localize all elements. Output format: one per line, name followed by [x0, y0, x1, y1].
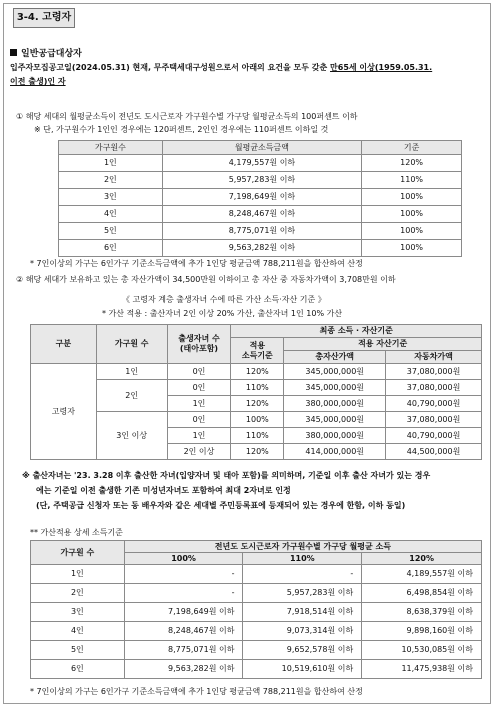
members-cell: 4인 [59, 206, 163, 223]
col-header-income-standard [231, 338, 284, 364]
note-1: * 7인이상의 가구는 6인가구 기준소득금액에 추가 1인당 평균금액 788,211원을 합산하여 산정 [30, 259, 363, 268]
section-title: 3-4. 고령자 [13, 8, 75, 28]
standard-cell: 100% [362, 206, 462, 223]
table-row [59, 206, 462, 223]
table-row [31, 584, 482, 603]
table2-subcaption: * 가산 적용 : 출산자녀 2인 이상 20% 가산, 출산자녀 1인 10% 가산 [102, 309, 343, 318]
income-cell: 110% [231, 380, 284, 396]
income-cell: 100% [231, 412, 284, 428]
income-cell: 120% [231, 444, 284, 460]
income-100-cell: 9,563,282원 이하 [124, 660, 243, 679]
income-cell: 110% [231, 428, 284, 444]
col-header-120: 120% [362, 553, 482, 565]
income-110-cell: 9,652,578원 이하 [243, 641, 362, 660]
col-header-members: 가구원수 [59, 141, 163, 155]
detail-income-table [30, 540, 482, 679]
children-cell: 0인 [167, 380, 231, 396]
table-row [59, 223, 462, 240]
children-cell: 1인 [167, 428, 231, 444]
table-row [59, 155, 462, 172]
col-header-final: 최종 소득 · 자산기준 [231, 325, 482, 338]
note-3: * 7인이상의 가구는 6인가구 기준소득금액에 추가 1인당 평균금액 788,211원을 합산하여 산정 [30, 687, 363, 696]
col-header-car-asset: 자동차가액 [386, 351, 482, 364]
table-row [31, 641, 482, 660]
income-cell: 7,198,649원 이하 [162, 189, 362, 206]
children-header-l1: 출생자녀 수 [178, 334, 220, 343]
members-cell: 3인 [31, 603, 125, 622]
standard-cell: 110% [362, 172, 462, 189]
income-cell: 120% [231, 396, 284, 412]
table-row [31, 660, 482, 679]
table-row [31, 603, 482, 622]
income-100-cell: 7,198,649원 이하 [124, 603, 243, 622]
members-cell: 3인 이상 [96, 412, 167, 460]
note-2-line-2: 에는 기준일 이전 출생한 기존 미성년자녀도 포함하여 최대 2자녀로 인정 [36, 486, 291, 495]
income-cell: 5,957,283원 이하 [162, 172, 362, 189]
income-110-cell: 5,957,283원 이하 [243, 584, 362, 603]
members-cell: 6인 [31, 660, 125, 679]
income-120-cell: 4,189,557원 이하 [362, 565, 482, 584]
col-header-asset-standard: 적용 자산기준 [284, 338, 482, 351]
income-table [58, 140, 462, 257]
table2-caption: 《 고령자 계층 출생자녀 수에 따른 가산 소득·자산 기준 》 [122, 295, 326, 304]
col-header-monthly-income: 전년도 도시근로자 가구원수별 가구당 월평균 소득 [124, 541, 481, 553]
col-header-members: 가구원 수 [96, 325, 167, 364]
children-cell: 0인 [167, 412, 231, 428]
children-cell: 1인 [167, 396, 231, 412]
total-asset-cell: 345,000,000원 [284, 412, 386, 428]
income-table-header [59, 141, 462, 155]
total-asset-cell: 345,000,000원 [284, 380, 386, 396]
members-cell: 3인 [59, 189, 163, 206]
total-asset-cell: 414,000,000원 [284, 444, 386, 460]
intro-underlined-1: 만65세 이상(1959.05.31. [330, 63, 433, 72]
standard-cell: 100% [362, 189, 462, 206]
table-row [31, 622, 482, 641]
table-row [59, 240, 462, 257]
item-1-text: ① 해당 세대의 월평균소득이 전년도 도시근로자 가구원수별 가구당 월평균소득의 100퍼센트 이하 [16, 112, 358, 121]
members-cell: 1인 [96, 364, 167, 380]
car-asset-cell: 44,500,000원 [386, 444, 482, 460]
income-120-cell: 8,638,379원 이하 [362, 603, 482, 622]
members-cell: 4인 [31, 622, 125, 641]
income-100-cell: - [124, 565, 243, 584]
table3-caption: ** 가산적용 상세 소득기준 [30, 528, 123, 537]
children-header-l2: (태아포함) [179, 344, 219, 353]
total-asset-cell: 345,000,000원 [284, 364, 386, 380]
total-asset-cell: 380,000,000원 [284, 428, 386, 444]
income-100-cell: - [124, 584, 243, 603]
income-header-l2: 소득기준 [241, 350, 273, 360]
income-cell: 8,775,071원 이하 [162, 223, 362, 240]
col-header-standard: 기준 [362, 141, 462, 155]
table-row [31, 364, 482, 380]
col-header-members: 가구원 수 [31, 541, 125, 565]
heading-text: 일반공급대상자 [21, 49, 82, 59]
car-asset-cell: 37,080,000원 [386, 380, 482, 396]
car-asset-cell: 40,790,000원 [386, 428, 482, 444]
income-120-cell: 6,498,854원 이하 [362, 584, 482, 603]
standard-cell: 100% [362, 223, 462, 240]
members-cell: 1인 [31, 565, 125, 584]
car-asset-cell: 40,790,000원 [386, 396, 482, 412]
income-cell: 9,563,282원 이하 [162, 240, 362, 257]
table-row [31, 380, 482, 396]
col-header-children [167, 325, 231, 364]
income-header-l1: 적용 [249, 340, 266, 350]
income-cell: 120% [231, 364, 284, 380]
income-cell: 8,248,467원 이하 [162, 206, 362, 223]
car-asset-cell: 37,080,000원 [386, 364, 482, 380]
income-100-cell: 8,248,467원 이하 [124, 622, 243, 641]
income-120-cell: 9,898,160원 이하 [362, 622, 482, 641]
income-120-cell: 10,530,085원 이하 [362, 641, 482, 660]
members-cell: 2인 [59, 172, 163, 189]
col-header-gubun: 구분 [31, 325, 97, 364]
standard-cell: 100% [362, 240, 462, 257]
members-cell: 5인 [59, 223, 163, 240]
item-1-sub: ※ 단, 가구원수가 1인인 경우에는 120퍼센트, 2인인 경우에는 110퍼센트 이하일 것 [34, 125, 329, 134]
income-cell: 4,179,557원 이하 [162, 155, 362, 172]
car-asset-cell: 37,080,000원 [386, 412, 482, 428]
asset-table [30, 324, 482, 460]
square-bullet-icon [10, 49, 17, 56]
item-2-text: ② 해당 세대가 보유하고 있는 총 자산가액이 34,500만원 이하이고 총 자산 중 자동차가액이 3,708만원 이하 [16, 275, 396, 284]
table-row [59, 189, 462, 206]
col-header-total-asset: 총자산가액 [284, 351, 386, 364]
col-header-income: 월평균소득금액 [162, 141, 362, 155]
note-2-line-3: (단, 주택공급 신청자 또는 동 배우자와 같은 세대별 주민등록표에 등재되어 있는 경우에 한함, 이하 동일) [36, 501, 406, 510]
children-cell: 0인 [167, 364, 231, 380]
table-row [31, 565, 482, 584]
income-110-cell: 7,918,514원 이하 [243, 603, 362, 622]
income-110-cell: - [243, 565, 362, 584]
heading-row [10, 46, 82, 59]
group-cell: 고령자 [31, 364, 97, 460]
intro-prefix: 입주자모집공고일(2024.05.31) 현재, 무주택세대구성원으로서 아래의 요건을 모두 갖춘 [10, 63, 331, 72]
table-row [59, 172, 462, 189]
income-100-cell: 8,775,071원 이하 [124, 641, 243, 660]
members-cell: 1인 [59, 155, 163, 172]
col-header-100: 100% [124, 553, 243, 565]
members-cell: 2인 [31, 584, 125, 603]
members-cell: 2인 [96, 380, 167, 412]
income-120-cell: 11,475,938원 이하 [362, 660, 482, 679]
standard-cell: 120% [362, 155, 462, 172]
table-row [31, 412, 482, 428]
intro-line-2: 이전 출생)인 자 [10, 77, 66, 86]
note-2-line-1: ※ 출산자녀는 '23. 3.28 이후 출산한 자녀(입양자녀 및 태아 포함)를 의미하며, 기준일 이후 출산 자녀가 있는 경우 [22, 471, 431, 480]
intro-line-1 [10, 62, 432, 73]
col-header-110: 110% [243, 553, 362, 565]
members-cell: 5인 [31, 641, 125, 660]
total-asset-cell: 380,000,000원 [284, 396, 386, 412]
income-110-cell: 9,073,314원 이하 [243, 622, 362, 641]
members-cell: 6인 [59, 240, 163, 257]
income-110-cell: 10,519,610원 이하 [243, 660, 362, 679]
children-cell: 2인 이상 [167, 444, 231, 460]
